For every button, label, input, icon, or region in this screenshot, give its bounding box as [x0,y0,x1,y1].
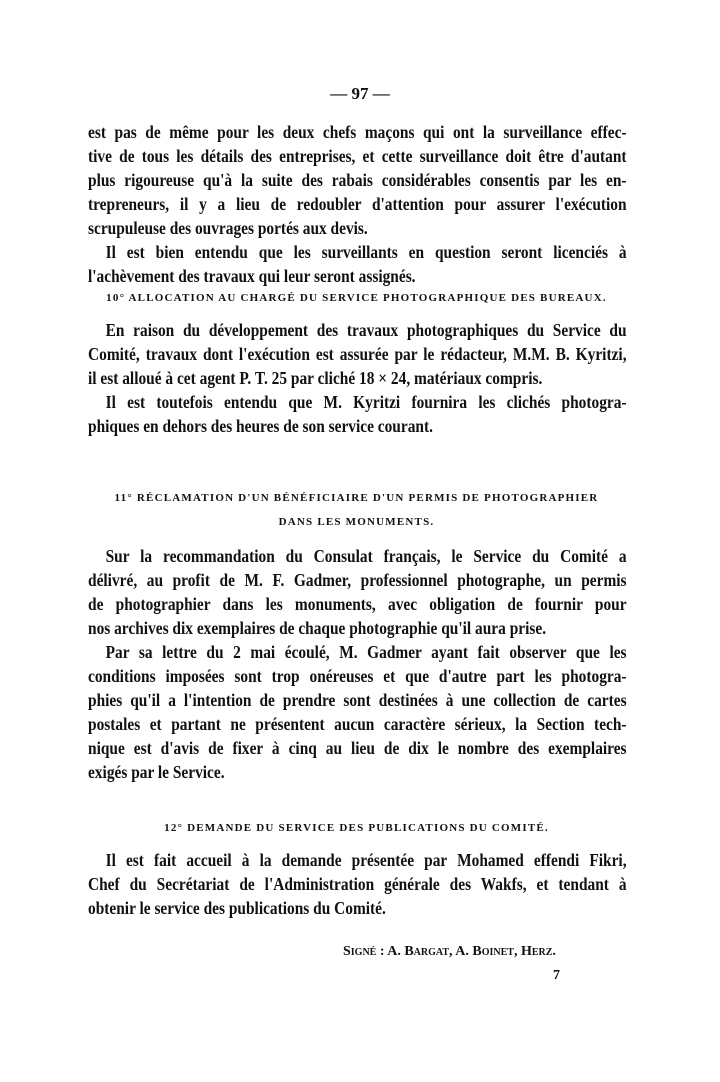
text-line: phies qu'il a l'intention de prendre sont destinées à une collection de cartes [88,690,627,710]
text-line: est pas de même pour les deux chefs maçons qui ont la surveillance effec- [88,122,627,142]
text-line: Il est fait accueil à la demande présentée par Mohamed effendi Fikri, [105,850,627,870]
section-heading [88,816,625,840]
paragraph [88,640,627,784]
paragraph [88,120,627,240]
text-line: Par sa lettre du 2 mai écoulé, M. Gadmer ayant fait observer que les [105,642,627,662]
text-line: phiques en dehors des heures de son service courant. [88,416,433,436]
text-line: Il est bien entendu que les surveillants en question seront licenciés à [105,242,627,262]
page-number: — 97 — [330,84,390,103]
text-line: tive de tous les détails des entreprises, et cette surveillance doit être d'autant [88,146,627,166]
text-line: trepreneurs, il y a lieu de redoubler d'attention pour assurer l'exécution [88,194,627,214]
text-line: nos archives dix exemplaires de chaque photographie qu'il aura prise. [88,618,547,638]
text-line: obtenir le service des publications du Comité. [88,898,386,918]
text-line: délivré, au profit de M. F. Gadmer, professionnel photographe, un permis [88,570,627,590]
heading-line: 12° DEMANDE DU SERVICE DES PUBLICATIONS DU COMITÉ. [164,822,549,834]
paragraph [88,240,627,288]
text-line: Sur la recommandation du Consulat français, le Service du Comité a [105,546,627,566]
text-line: exigés par le Service. [88,762,225,782]
text-line: scrupuleuse des ouvrages portés aux devis. [88,218,368,238]
folio-mark: 7 [553,968,560,983]
text-line: En raison du développement des travaux photographiques du Service du [105,320,627,340]
heading-line: DANS LES MONUMENTS. [278,516,435,528]
heading-line: 11° RÉCLAMATION D'UN BÉNÉFICIAIRE D'UN PERMIS DE PHOTOGRAPHIER [114,492,599,504]
text-line: Comité, travaux dont l'exécution est assurée par le rédacteur, M.M. B. Kyritzi, [88,344,627,364]
heading-line: 10° ALLOCATION AU CHARGÉ DU SERVICE PHOTOGRAPHIQUE DES BUREAUX. [106,292,607,304]
text-line: de photographier dans les monuments, avec obligation de fournir pour [88,594,627,614]
text-line: nique est d'avis de fixer à cinq au lieu de dix le nombre des exemplaires [88,738,627,758]
text-line: Chef du Secrétariat de l'Administration générale des Wakfs, et tendant à [88,874,627,894]
text-line: plus rigoureuse qu'à la suite des rabais considérables consentis par les en- [88,170,627,190]
paragraph [88,318,627,390]
text-line: conditions imposées sont trop onéreuses et que d'autre part les photogra- [88,666,627,686]
signature: Signé : A. Bargat, A. Boinet, Herz. [343,944,556,959]
text-line: Il est toutefois entendu que M. Kyritzi fournira les clichés photogra- [105,392,627,412]
text-line: postales et partant ne présentent aucun caractère sérieux, la Section tech- [88,714,627,734]
paragraph [88,390,627,438]
paragraph [88,544,627,640]
text-line: il est alloué à cet agent P. T. 25 par cliché 18 × 24, matériaux compris. [88,368,543,388]
section-heading [88,486,625,534]
section-heading [88,286,625,310]
paragraph [88,848,627,920]
text-line: l'achèvement des travaux qui leur seront assignés. [88,266,416,286]
